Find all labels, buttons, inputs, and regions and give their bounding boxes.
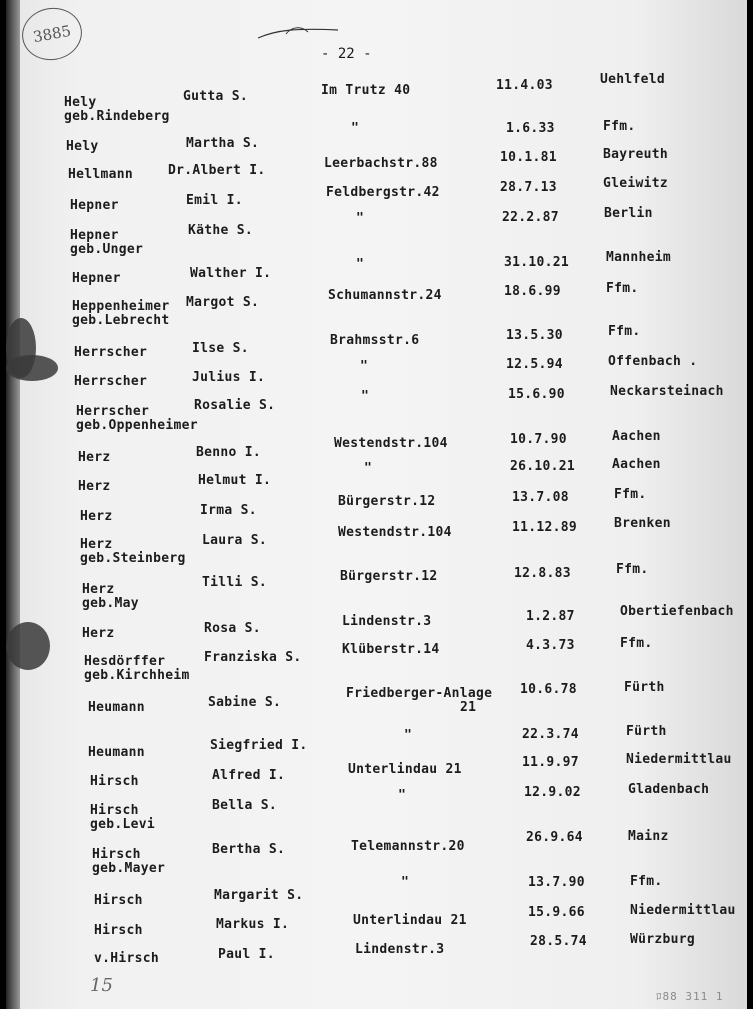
birth-place: Ffm. — [608, 324, 641, 339]
scan-edge-shadow — [6, 0, 20, 1009]
surname: Herrscher — [74, 345, 148, 360]
document-page — [6, 0, 747, 1009]
firstname: Bertha S. — [212, 842, 286, 857]
firstname: Markus I. — [216, 917, 290, 932]
address: Feldbergstr.42 — [326, 185, 440, 200]
birth-place: Fürth — [626, 724, 667, 739]
ink-blot-lower — [6, 622, 50, 670]
birth-place: Ffm. — [606, 281, 639, 296]
birth-date: 12.9.02 — [524, 785, 581, 800]
birth-place: Neckarsteinach — [610, 384, 724, 399]
birth-date: 11.9.97 — [522, 755, 579, 770]
firstname: Gutta S. — [183, 89, 249, 104]
birth-place: Niedermittlau — [626, 752, 732, 767]
firstname: Martha S. — [186, 136, 260, 151]
footer-archive-code: ﾛ88 311 1 — [656, 990, 724, 1003]
surname: Hely geb.Rindeberg — [64, 95, 170, 124]
surname: Hirsch — [94, 893, 143, 908]
address: Bürgerstr.12 — [340, 569, 438, 584]
birth-place: Aachen — [612, 429, 661, 444]
birth-place: Fürth — [624, 680, 665, 695]
firstname: Benno I. — [196, 445, 262, 460]
firstname: Rosa S. — [204, 621, 261, 636]
birth-date: 10.1.81 — [500, 150, 557, 165]
firstname: Helmut I. — [198, 473, 272, 488]
address: " — [356, 211, 365, 226]
firstname: Dr.Albert I. — [168, 163, 266, 178]
surname: Hirsch — [94, 923, 143, 938]
address: " — [401, 875, 410, 890]
maiden-name: geb.May — [82, 596, 139, 611]
address: Brahmsstr.6 — [330, 333, 420, 348]
surname: Herrscher — [74, 374, 148, 389]
maiden-name: geb.Unger — [70, 242, 144, 257]
surname: Hepner geb.Unger — [70, 228, 144, 257]
firstname: Bella S. — [212, 798, 278, 813]
birth-place: Aachen — [612, 457, 661, 472]
address: " — [404, 728, 413, 743]
maiden-name: geb.Steinberg — [80, 551, 186, 566]
birth-place: Ffm. — [620, 636, 653, 651]
birth-place: Offenbach . — [608, 354, 698, 369]
surname: Herz — [82, 626, 115, 641]
birth-place: Ffm. — [614, 487, 647, 502]
surname: Heumann — [88, 700, 145, 715]
firstname: Paul I. — [218, 947, 275, 962]
birth-place: Würzburg — [630, 932, 696, 947]
address: Schumannstr.24 — [328, 288, 442, 303]
firstname: Tilli S. — [202, 575, 268, 590]
surname: Hirsch geb.Mayer — [92, 847, 166, 876]
address: " — [360, 359, 369, 374]
birth-place: Berlin — [604, 206, 653, 221]
surname: Heppenheimer geb.Lebrecht — [72, 299, 170, 328]
birth-date: 10.7.90 — [510, 432, 567, 447]
maiden-name: geb.Lebrecht — [72, 313, 170, 328]
firstname: Margot S. — [186, 295, 260, 310]
address: Telemannstr.20 — [351, 839, 465, 854]
birth-place: Mainz — [628, 829, 669, 844]
birth-place: Uehlfeld — [600, 72, 666, 87]
address-continued: 21 — [460, 700, 477, 715]
birth-place: Ffm. — [630, 874, 663, 889]
birth-place: Brenken — [614, 516, 671, 531]
surname: Herz geb.Steinberg — [80, 537, 186, 566]
firstname: Julius I. — [192, 370, 266, 385]
firstname: Margarit S. — [214, 888, 304, 903]
firstname: Walther I. — [190, 266, 272, 281]
address: Im Trutz 40 — [321, 83, 411, 98]
surname: Herrscher geb.Oppenheimer — [76, 404, 198, 433]
surname: Hely — [66, 139, 99, 154]
birth-date: 1.6.33 — [506, 121, 555, 136]
address: Westendstr.104 — [338, 525, 452, 540]
firstname: Rosalie S. — [194, 398, 276, 413]
birth-date: 13.5.30 — [506, 328, 563, 343]
birth-place: Bayreuth — [603, 147, 669, 162]
address: Lindenstr.3 — [342, 614, 432, 629]
firstname: Käthe S. — [188, 223, 254, 238]
birth-place: Gladenbach — [628, 782, 710, 797]
firstname: Sabine S. — [208, 695, 282, 710]
birth-place: Obertiefenbach — [620, 604, 734, 619]
address: " — [351, 121, 360, 136]
surname: Hellmann — [68, 167, 134, 182]
maiden-name: geb.Mayer — [92, 861, 166, 876]
birth-date: 11.12.89 — [512, 520, 578, 535]
ink-blot-middle — [6, 355, 58, 381]
address: Unterlindau 21 — [353, 913, 467, 928]
surname: Hepner — [70, 198, 119, 213]
surname: Hepner — [72, 271, 121, 286]
birth-date: 28.5.74 — [530, 934, 587, 949]
birth-date: 4.3.73 — [526, 638, 575, 653]
stamp-number: 3885 — [31, 21, 73, 47]
birth-date: 22.2.87 — [502, 210, 559, 225]
surname: Herz — [78, 450, 111, 465]
firstname: Emil I. — [186, 193, 243, 208]
surname: Heumann — [88, 745, 145, 760]
address: " — [398, 788, 407, 803]
firstname: Irma S. — [200, 503, 257, 518]
firstname: Ilse S. — [192, 341, 249, 356]
surname: Hesdörffer geb.Kirchheim — [84, 654, 190, 683]
address: " — [361, 389, 370, 404]
birth-date: 18.6.99 — [504, 284, 561, 299]
address: Bürgerstr.12 — [338, 494, 436, 509]
birth-date: 12.5.94 — [506, 357, 563, 372]
archive-stamp — [18, 3, 86, 65]
birth-date: 15.6.90 — [508, 387, 565, 402]
page-number: - 22 - — [321, 46, 372, 62]
birth-date: 11.4.03 — [496, 78, 553, 93]
address: Lindenstr.3 — [355, 942, 445, 957]
surname: v.Hirsch — [94, 951, 160, 966]
surname: Herz — [80, 509, 113, 524]
address: Westendstr.104 — [334, 436, 448, 451]
surname: Hirsch geb.Levi — [90, 803, 156, 832]
birth-date: 22.3.74 — [522, 727, 579, 742]
birth-date: 1.2.87 — [526, 609, 575, 624]
surname: Herz — [78, 479, 111, 494]
pen-scribble-mark — [256, 24, 340, 40]
birth-place: Ffm. — [603, 119, 636, 134]
birth-place: Niedermittlau — [630, 903, 736, 918]
birth-date: 13.7.08 — [512, 490, 569, 505]
birth-date: 13.7.90 — [528, 875, 585, 890]
address: Unterlindau 21 — [348, 762, 462, 777]
birth-date: 31.10.21 — [504, 255, 570, 270]
birth-place: Gleiwitz — [603, 176, 669, 191]
address: Leerbachstr.88 — [324, 156, 438, 171]
birth-date: 28.7.13 — [500, 180, 557, 195]
birth-date: 12.8.83 — [514, 566, 571, 581]
birth-place: Ffm. — [616, 562, 649, 577]
firstname: Franziska S. — [204, 650, 302, 665]
birth-date: 10.6.78 — [520, 682, 577, 697]
address: " — [364, 461, 373, 476]
birth-date: 26.10.21 — [510, 459, 576, 474]
firstname: Siegfried I. — [210, 738, 308, 753]
maiden-name: geb.Oppenheimer — [76, 418, 198, 433]
surname: Hirsch — [90, 774, 139, 789]
birth-date: 26.9.64 — [526, 830, 583, 845]
firstname: Alfred I. — [212, 768, 286, 783]
surname: Herz geb.May — [82, 582, 139, 611]
birth-date: 15.9.66 — [528, 905, 585, 920]
firstname: Laura S. — [202, 533, 268, 548]
birth-place: Mannheim — [606, 250, 672, 265]
maiden-name: geb.Rindeberg — [64, 109, 170, 124]
maiden-name: geb.Levi — [90, 817, 156, 832]
corner-handwritten-mark: 15 — [90, 975, 113, 996]
address: Friedberger-Anlage 21 — [346, 686, 493, 715]
maiden-name: geb.Kirchheim — [84, 668, 190, 683]
address: " — [356, 257, 365, 272]
address: Klüberstr.14 — [342, 642, 440, 657]
